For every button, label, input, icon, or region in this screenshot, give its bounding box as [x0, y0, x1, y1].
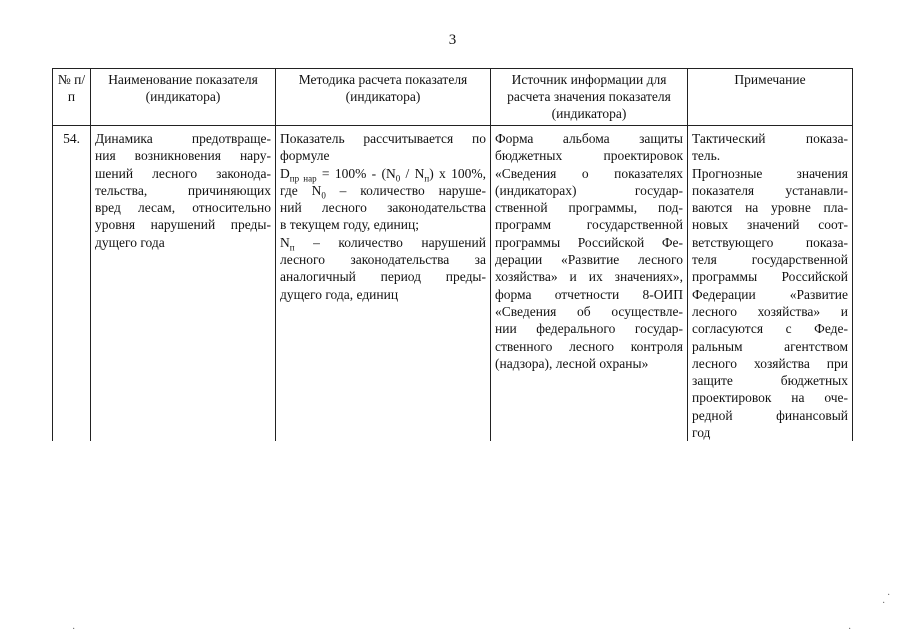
- note-line: Прогнозные значения: [692, 165, 848, 181]
- source-line: (надзора), лесной охраны»: [495, 355, 649, 371]
- note-line: Федерации «Развитие: [692, 286, 848, 302]
- formula-subscript: 0: [395, 173, 401, 184]
- note-line: лесного хозяйства» и: [692, 303, 848, 319]
- source-line: Форма альбома защиты: [495, 131, 683, 146]
- table-header-row: [53, 69, 853, 126]
- indicator-name-line: шений лесного законода-: [95, 165, 271, 181]
- formula-subscript: п: [289, 242, 295, 253]
- note-line: ветствующего показа-: [692, 234, 848, 250]
- source-cell: [491, 126, 688, 442]
- indicators-table: [52, 68, 853, 441]
- note-line: ваются на уровне пла-: [692, 200, 848, 216]
- note-cell: [688, 126, 853, 442]
- note-line: защите бюджетных: [692, 373, 848, 389]
- indicator-name-cell: [91, 126, 276, 442]
- scan-speck: ·: [848, 624, 852, 635]
- source-line: дерации «Развитие лесного: [495, 252, 683, 268]
- method-line: Показатель рассчитывается по: [280, 131, 486, 146]
- header-source: Источник информации для расчета значения показателя (индикатора): [491, 69, 688, 126]
- note-line: год: [692, 425, 711, 441]
- source-line: программ государственной: [495, 217, 683, 233]
- method-line: ний лесного законодательства: [280, 200, 486, 216]
- method-line: аналогичный период преды-: [280, 269, 486, 285]
- note-line: ральным агентством: [692, 338, 848, 354]
- header-note: Примечание: [688, 69, 853, 126]
- table-row: [53, 126, 853, 442]
- note-line: теля государственной: [692, 252, 848, 268]
- method-text: N: [280, 234, 290, 250]
- indicator-name-line: вред лесам, относительно: [95, 200, 271, 216]
- formula-line: [280, 165, 486, 182]
- header-method: Методика расчета показателя (индикатора): [276, 69, 491, 126]
- formula-subscript: пр нар: [289, 173, 317, 184]
- formula-subscript: 0: [321, 190, 326, 201]
- header-num: № п/п: [53, 69, 91, 126]
- method-cell: [276, 126, 491, 442]
- source-line: бюджетных проектировок: [495, 148, 683, 164]
- indicator-name-line: ния возникновения нару-: [95, 148, 271, 164]
- formula-symbol: D: [280, 165, 290, 181]
- indicator-name-line: дущего года: [95, 234, 165, 250]
- source-line: форма отчетности 8-ОИП: [495, 286, 683, 302]
- formula-part: / N: [400, 165, 425, 181]
- formula-subscript: п: [424, 173, 430, 184]
- source-line: хозяйства» и их значениях»,: [495, 269, 683, 285]
- source-line: «Сведения о показателях: [495, 165, 683, 181]
- source-line: (индикаторах) государ-: [495, 182, 683, 198]
- source-line: программы Российской Фе-: [495, 234, 683, 250]
- page-number: 3: [448, 32, 457, 48]
- note-line: согласуются с Феде-: [692, 321, 848, 337]
- scan-speck: ·: [72, 624, 76, 635]
- indicator-name-line: Динамика предотвраще-: [95, 131, 271, 146]
- method-text: – количество наруше-: [325, 182, 486, 198]
- scan-speck: ·: [882, 598, 886, 609]
- note-line: новых значений соот-: [692, 217, 848, 233]
- formula-part: = 100% - (N: [316, 165, 396, 181]
- method-line: [280, 182, 486, 199]
- header-name: Наименование показателя (индикатора): [91, 69, 276, 126]
- method-line: формуле: [280, 148, 330, 164]
- indicator-name-line: тельства, причиняющих: [95, 182, 271, 198]
- note-line: тель.: [692, 148, 721, 164]
- indicator-name-line: уровня нарушений преды-: [95, 217, 271, 233]
- method-line: лесного законодательства за: [280, 252, 486, 268]
- method-line: [280, 234, 486, 251]
- source-line: «Сведения об осуществле-: [495, 303, 683, 319]
- note-line: показателя устанавли-: [692, 182, 848, 198]
- note-line: редной финансовый: [692, 407, 848, 423]
- source-line: нии федерального государ-: [495, 321, 683, 337]
- method-text: где N: [280, 182, 322, 198]
- note-line: лесного хозяйства при: [692, 355, 848, 371]
- source-line: ственного лесного контроля: [495, 338, 683, 354]
- note-line: программы Российской: [692, 269, 848, 285]
- method-text: – количество нарушений: [294, 234, 486, 250]
- method-line: дущего года, единиц: [280, 286, 399, 302]
- source-line: ственной программы, под-: [495, 200, 683, 216]
- note-line: проектировок на оче-: [692, 390, 848, 406]
- method-line: в текущем году, единиц;: [280, 217, 419, 233]
- formula-part: ) x 100%,: [429, 165, 486, 181]
- note-line: Тактический показа-: [692, 131, 848, 146]
- row-num: 54.: [53, 126, 91, 442]
- scan-speck: ·: [887, 590, 891, 601]
